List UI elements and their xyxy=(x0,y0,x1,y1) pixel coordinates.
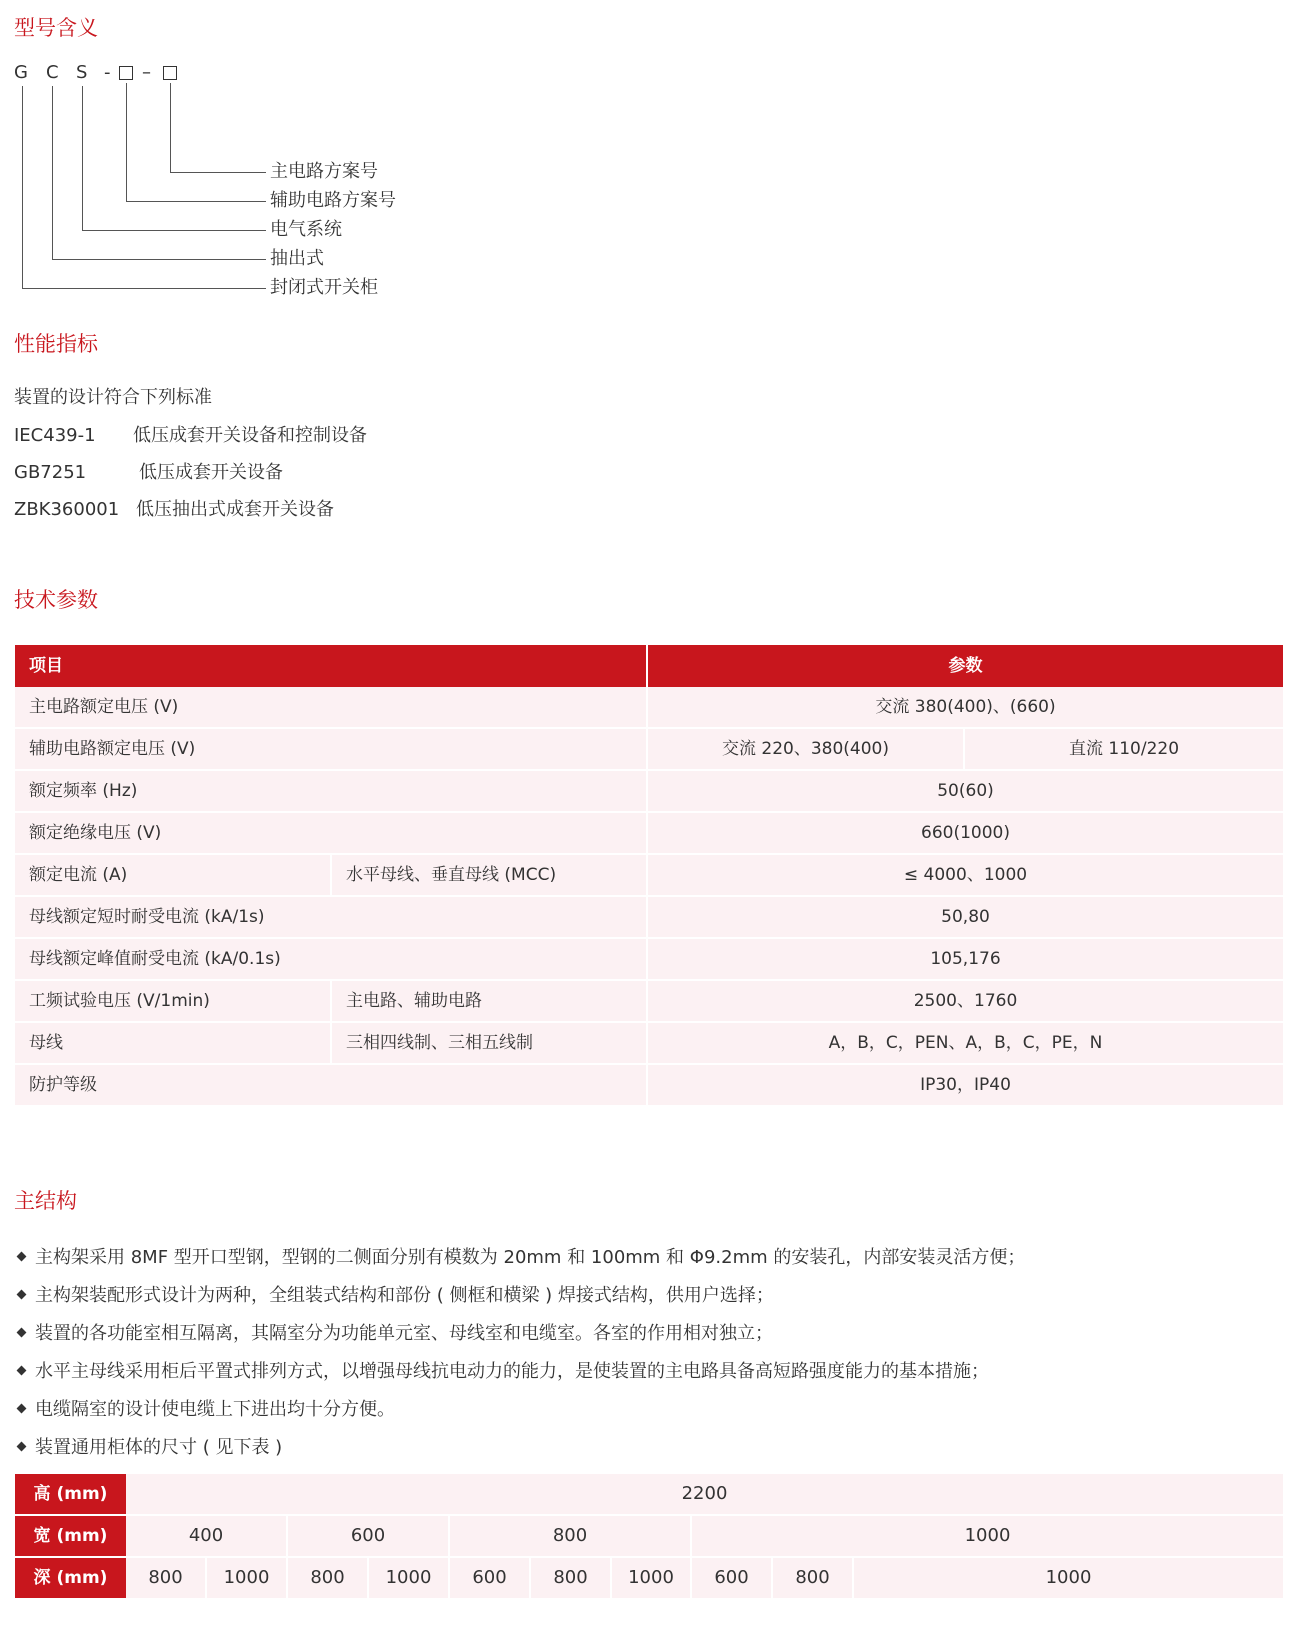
table-row xyxy=(15,1065,1283,1107)
table-row xyxy=(15,939,1283,981)
section-title-structure: 主结构 xyxy=(14,1189,77,1213)
depth-cell: 600 xyxy=(692,1558,771,1598)
row-item: 辅助电路额定电压 (V) xyxy=(15,729,646,769)
row-value: 交流 220、380(400) xyxy=(648,729,963,769)
row-value-2: 直流 110/220 xyxy=(965,729,1283,769)
diamond-bullet-icon xyxy=(17,1252,27,1262)
row-item: 母线 xyxy=(15,1023,330,1063)
table-row-height xyxy=(15,1474,1283,1516)
depth-cell: 1000 xyxy=(612,1558,690,1598)
row-value: 交流 380(400)、(660) xyxy=(648,687,1283,727)
depth-cell: 1000 xyxy=(369,1558,448,1598)
bullet-text: 电缆隔室的设计使电缆上下进出均十分方便。 xyxy=(35,1399,395,1420)
section-title-model: 型号含义 xyxy=(14,16,98,40)
bullet-text: 水平主母线采用柜后平置式排列方式，以增强母线抗电动力的能力，是使装置的主电路具备高短路强度能力的基本措施； xyxy=(35,1361,989,1382)
standard-name: 低压成套开关设备和控制设备 xyxy=(133,425,367,446)
tech-params-table xyxy=(15,645,1283,1107)
model-label-electrical: 电气系统 xyxy=(270,219,342,240)
connector-line xyxy=(170,83,171,172)
depth-label: 深 (mm) xyxy=(15,1558,126,1598)
connector-line xyxy=(126,201,266,202)
standard-code: IEC439-1 xyxy=(14,425,96,446)
table-row-width xyxy=(15,1516,1283,1558)
connector-line xyxy=(126,83,127,201)
row-sub: 水平母线、垂直母线 (MCC) xyxy=(332,855,646,895)
list-item xyxy=(14,1398,1025,1436)
row-item: 工频试验电压 (V/1min) xyxy=(15,981,330,1021)
row-value: 50(60) xyxy=(648,771,1283,811)
standard-row xyxy=(14,424,367,448)
depth-cell: 600 xyxy=(450,1558,529,1598)
model-label-drawout: 抽出式 xyxy=(270,248,324,269)
cabinet-dimensions-table xyxy=(15,1474,1283,1604)
connector-line xyxy=(22,288,266,289)
table-header-item: 项目 xyxy=(15,645,646,687)
row-value: 105,176 xyxy=(648,939,1283,979)
diamond-bullet-icon xyxy=(17,1366,27,1376)
standard-name: 低压成套开关设备 xyxy=(139,462,283,483)
height-label: 高 (mm) xyxy=(15,1474,126,1514)
depth-cell: 800 xyxy=(773,1558,852,1598)
model-label-aux-circuit: 辅助电路方案号 xyxy=(270,190,396,211)
row-value: A，B，C，PEN、A，B，C，PE，N xyxy=(648,1023,1283,1063)
connector-line xyxy=(82,86,83,230)
list-item xyxy=(14,1322,1025,1360)
standard-row xyxy=(14,461,283,485)
width-cell: 1000 xyxy=(692,1516,1283,1556)
width-label: 宽 (mm) xyxy=(15,1516,126,1556)
connector-line xyxy=(52,259,266,260)
connector-line xyxy=(52,86,53,259)
standard-code: ZBK360001 xyxy=(14,499,120,520)
diamond-bullet-icon xyxy=(17,1404,27,1414)
list-item xyxy=(14,1436,1025,1474)
diamond-bullet-icon xyxy=(17,1290,27,1300)
list-item xyxy=(14,1284,1025,1322)
table-row-depth xyxy=(15,1558,1283,1600)
model-letter-g: G xyxy=(14,62,28,83)
table-row xyxy=(15,855,1283,897)
table-row xyxy=(15,897,1283,939)
depth-cell: 1000 xyxy=(207,1558,286,1598)
list-item xyxy=(14,1246,1025,1284)
connector-line xyxy=(82,230,266,231)
depth-cell: 1000 xyxy=(854,1558,1283,1598)
bullet-text: 主构架装配形式设计为两种，全组装式结构和部份 ( 侧框和横梁 ) 焊接式结构，供用户选择； xyxy=(35,1285,774,1306)
width-cell: 800 xyxy=(450,1516,690,1556)
model-diagram xyxy=(0,56,460,298)
row-item: 防护等级 xyxy=(15,1065,646,1105)
model-letter-s: S xyxy=(76,62,88,83)
row-value: 50,80 xyxy=(648,897,1283,937)
row-sub: 三相四线制、三相五线制 xyxy=(332,1023,646,1063)
row-value: ≤ 4000、1000 xyxy=(648,855,1283,895)
main-circuit-box xyxy=(163,66,177,80)
standard-row xyxy=(14,498,334,522)
width-cell: 600 xyxy=(288,1516,448,1556)
model-letter-c: C xyxy=(46,62,59,83)
width-cell: 400 xyxy=(126,1516,286,1556)
standard-code: GB7251 xyxy=(14,462,87,483)
diamond-bullet-icon xyxy=(17,1328,27,1338)
diamond-bullet-icon xyxy=(17,1442,27,1452)
list-item xyxy=(14,1360,1025,1398)
row-item: 额定电流 (A) xyxy=(15,855,330,895)
row-value: 660(1000) xyxy=(648,813,1283,853)
table-row xyxy=(15,771,1283,813)
structure-bullet-list xyxy=(14,1246,1025,1474)
row-item: 母线额定短时耐受电流 (kA/1s) xyxy=(15,897,646,937)
model-label-enclosed: 封闭式开关柜 xyxy=(270,277,378,298)
table-row xyxy=(15,981,1283,1023)
aux-circuit-box xyxy=(119,66,133,80)
row-item: 额定绝缘电压 (V) xyxy=(15,813,646,853)
model-label-main-circuit: 主电路方案号 xyxy=(270,161,378,182)
section-title-tech: 技术参数 xyxy=(14,588,98,612)
standards-intro: 装置的设计符合下列标准 xyxy=(14,387,212,408)
row-item: 额定频率 (Hz) xyxy=(15,771,646,811)
standard-name: 低压抽出式成套开关设备 xyxy=(136,499,334,520)
height-value: 2200 xyxy=(126,1474,1283,1514)
connector-line xyxy=(170,172,266,173)
row-value: IP30，IP40 xyxy=(648,1065,1283,1105)
row-value: 2500、1760 xyxy=(648,981,1283,1021)
depth-cell: 800 xyxy=(126,1558,205,1598)
table-row xyxy=(15,687,1283,729)
table-row xyxy=(15,729,1283,771)
depth-cell: 800 xyxy=(288,1558,367,1598)
row-item: 主电路额定电压 (V) xyxy=(15,687,646,727)
bullet-text: 主构架采用 8MF 型开口型钢，型钢的二侧面分别有模数为 20mm 和 100mm 和 Φ9.2mm 的安装孔，内部安装灵活方便； xyxy=(35,1247,1026,1268)
row-item: 母线额定峰值耐受电流 (kA/0.1s) xyxy=(15,939,646,979)
model-dash: - xyxy=(104,62,111,83)
table-header-param: 参数 xyxy=(648,645,1283,687)
table-row xyxy=(15,1023,1283,1065)
row-sub: 主电路、辅助电路 xyxy=(332,981,646,1021)
bullet-text: 装置通用柜体的尺寸 ( 见下表 ) xyxy=(35,1437,283,1458)
connector-line xyxy=(22,86,23,288)
depth-cell: 800 xyxy=(531,1558,610,1598)
model-dash: – xyxy=(142,62,151,83)
table-row xyxy=(15,813,1283,855)
bullet-text: 装置的各功能室相互隔离，其隔室分为功能单元室、母线室和电缆室。各室的作用相对独立； xyxy=(35,1323,773,1344)
section-title-performance: 性能指标 xyxy=(14,332,98,356)
